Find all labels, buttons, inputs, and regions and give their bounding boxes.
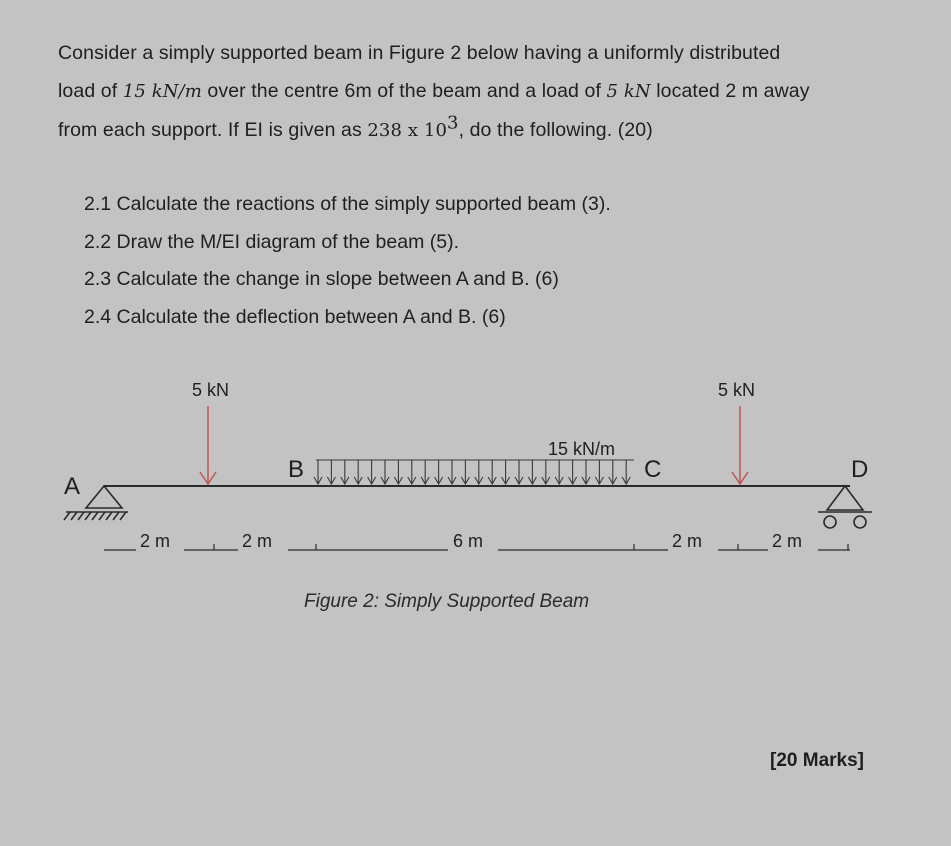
dimension-label: 2 m <box>242 531 273 551</box>
roller-support-d <box>818 486 872 528</box>
question-2-1: 2.1 Calculate the reactions of the simply supported beam (3). <box>84 193 611 215</box>
statement-line-3 <box>58 111 888 150</box>
statement-line-1: Consider a simply supported beam in Figure 2 below having a uniformly distributed <box>58 42 781 64</box>
problem-statement <box>58 34 888 150</box>
point-load-right-label: 5 kN <box>718 380 756 400</box>
point-load-left-arrow <box>200 406 216 484</box>
dimension-label: 2 m <box>672 531 703 551</box>
statement-text: over the centre 6m of the beam and a load of <box>201 80 607 102</box>
ei-value: 238 x 10 <box>367 120 447 141</box>
question-2-3: 2.3 Calculate the change in slope between A and B. (6) <box>84 268 559 290</box>
total-marks: [20 Marks] <box>770 750 864 771</box>
point-label-a: A <box>64 473 81 500</box>
udl-value: 15 kN/m <box>122 81 202 102</box>
figure-caption: Figure 2: Simply Supported Beam <box>304 591 590 612</box>
dimension-label: 2 m <box>140 531 171 551</box>
question-list <box>84 186 784 336</box>
point-label-b: B <box>288 456 305 483</box>
udl-label: 15 kN/m <box>548 439 616 459</box>
point-load-left-label: 5 kN <box>192 380 230 400</box>
udl-load <box>314 460 634 484</box>
statement-text: from each support. If EI is given as <box>58 119 368 141</box>
statement-text: located 2 m away <box>650 80 810 102</box>
question-2-4: 2.4 Calculate the deflection between A and B. (6) <box>84 305 506 328</box>
dimension-label: 2 m <box>772 531 803 551</box>
statement-text: load of <box>58 80 123 102</box>
point-label-c: C <box>644 456 662 483</box>
point-label-d: D <box>851 456 869 483</box>
ei-exponent: 3 <box>447 112 459 134</box>
point-load-right-arrow <box>732 406 748 484</box>
beam-figure <box>0 360 951 630</box>
statement-line-2 <box>58 72 888 111</box>
dimension-label: 6 m <box>453 531 484 551</box>
question-2-2: 2.2 Draw the M/EI diagram of the beam (5). <box>84 230 459 253</box>
point-load-value: 5 kN <box>606 81 651 102</box>
statement-text: , do the following. (20) <box>458 119 653 141</box>
